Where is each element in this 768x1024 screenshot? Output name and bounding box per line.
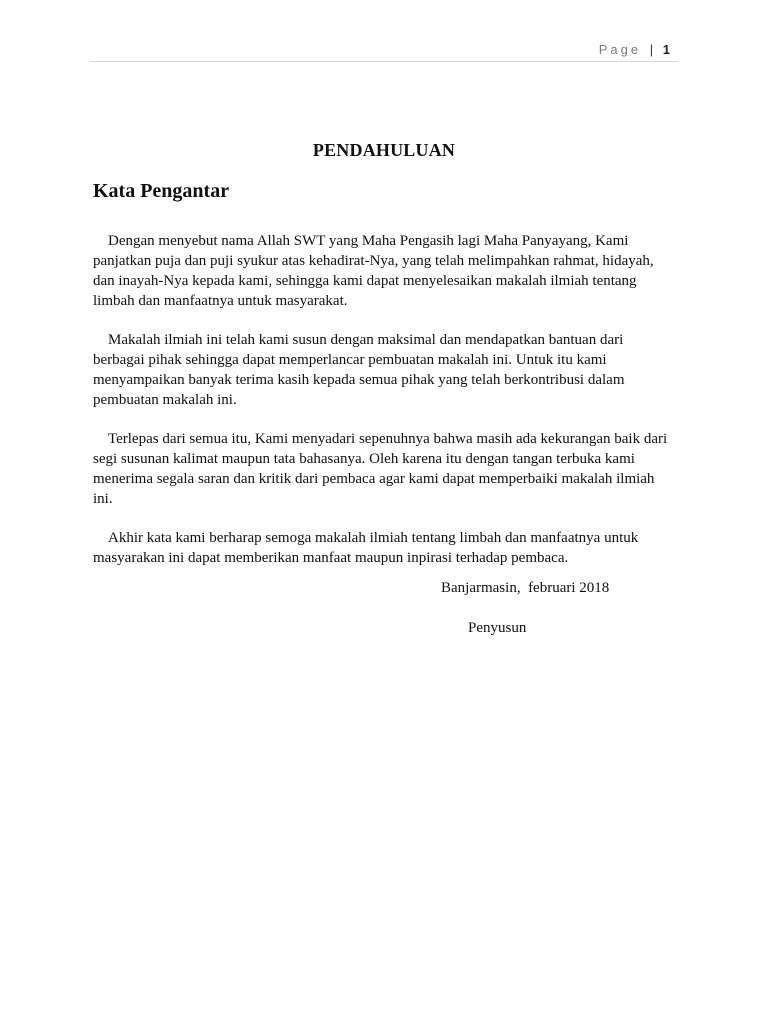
- page-label: Page: [598, 42, 642, 57]
- paragraph: Makalah ilmiah ini telah kami susun dengan maksimal dan mendapatkan bantuan dari berbagai pihak sehingga dapat memperlancar pembuatan makalah ini. Untuk itu kami menyampaikan banyak terima kasih kepada semua pihak yang telah berkontribusi dalam pembuatan makalah ini.: [93, 332, 625, 408]
- document-heading: PENDAHULUAN: [312, 140, 456, 160]
- page-number-header: [599, 42, 670, 57]
- paragraph: Dengan menyebut nama Allah SWT yang Maha Pengasih lagi Maha Panyayang, Kami panjatkan puja dan puji syukur atas kehadirat-Nya, yang telah melimpahkan rahmat, hidayah, dan inayah-Nya kepada kami, sehingga kami dapat menyelesaikan makalah ilmiah tentang limbah dan manfaatnya untuk masyarakat.: [93, 233, 654, 309]
- page-number: 1: [662, 42, 670, 57]
- paragraph: Terlepas dari semua itu, Kami menyadari sepenuhnya bahwa masih ada kekurangan baik dari segi susunan kalimat maupun tata bahasanya. Oleh karena itu dengan tangan terbuka kami menerima segala saran dan kritik dari pembaca agar kami dapat memperbaiki makalah ilmiah ini.: [93, 431, 668, 507]
- page-separator: |: [649, 42, 654, 57]
- header-divider: [90, 61, 678, 62]
- section-title: Kata Pengantar: [93, 180, 230, 202]
- body-text: [93, 231, 677, 587]
- paragraph: Akhir kata kami berharap semoga makalah ilmiah tentang limbah dan manfaatnya untuk masyarakan ini dapat memberikan manfaat maupun inpirasi terhadap pembaca.: [93, 530, 639, 566]
- author-signature: Penyusun: [468, 620, 527, 636]
- place-and-date: Banjarmasin, februari 2018: [441, 580, 610, 596]
